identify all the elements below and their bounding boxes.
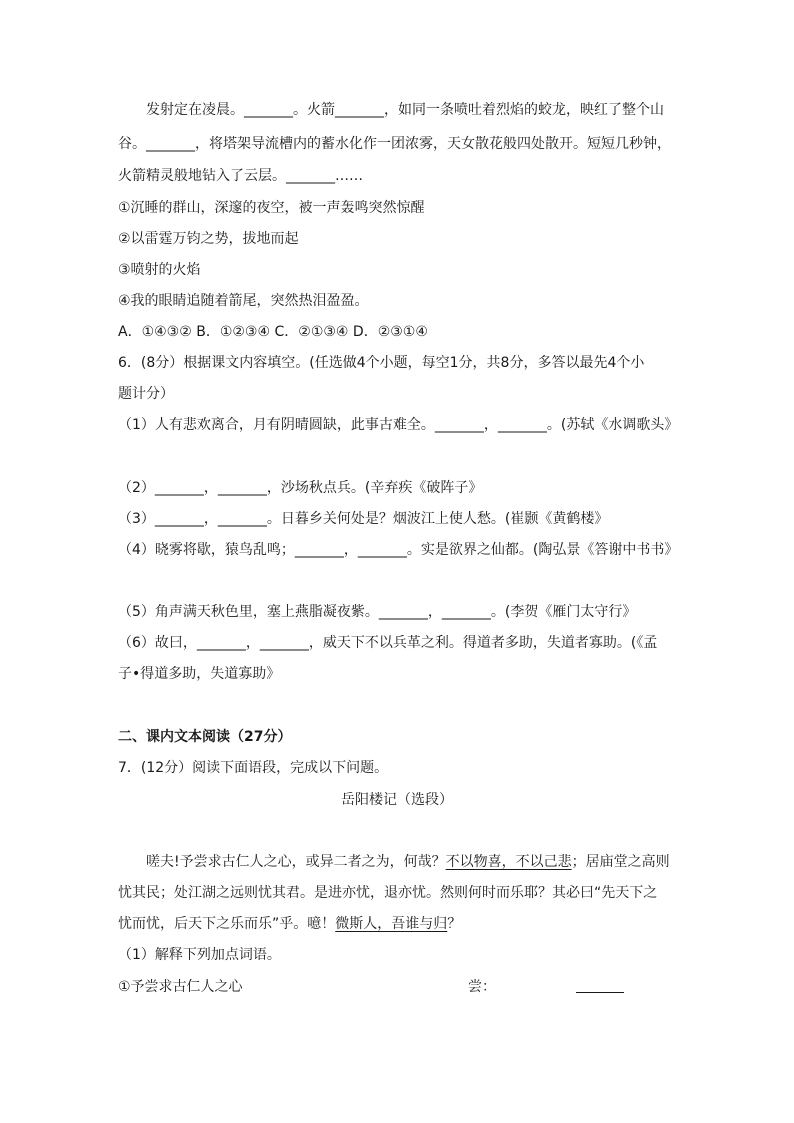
passage-line-3 [118,914,461,934]
q6-sub-5: （5）角声满天秋色里，塞上燕脂凝夜紫。_______，_______。(李贺《雁门太守行》 [118,604,637,620]
passage-text: 嗟夫!予尝求古仁人之心，或异二者之为，何哉？ [146,854,446,870]
q6-sub-2: （2）_______，_______，沙场秋点兵。(辛弃疾《破阵子》 [118,480,483,496]
q5-item-4: ④我的眼睛追随着箭尾，突然热泪盈盈。 [118,293,369,309]
q6-sub-6-line-2: 子•得道多助，失道寡助》 [118,666,281,682]
q6-sub-3: （3）_______，_______。日暮乡关何处是？烟波江上使人愁。(崔颢《黄鹤楼》 [118,511,609,527]
q6-sub-1: （1）人有悲欢离合，月有阴晴圆缺，此事古难全。_______，_______。(苏轼《水调歌头》 [118,417,679,433]
section-heading: 二、课内文本阅读（27分） [118,729,292,745]
q5-item-2: ②以雷霆万钧之势，拔地而起 [118,231,299,247]
q6-stem-line-1: 6．(8分）根据课文内容填空。(任选做4个小题，每空1分，共8分，多答以最先4个小 [118,355,645,371]
passage-text: ？ [447,916,462,932]
passage-text: 忧而忧，后天下之乐而乐”乎。噫！ [118,916,336,932]
passage-text: ；居庙堂之高则 [571,854,670,870]
answer-blank[interactable] [576,992,624,993]
q5-item-1: ①沉睡的群山，深邃的夜空，被一声轰鸣突然惊醒 [118,200,425,216]
passage-title: 岳阳楼记（选段） [341,792,453,808]
q6-stem-line-2: 题计分） [118,386,174,402]
underlined-phrase: 微斯人，吾谁与归 [335,916,448,932]
q5-options: A．①④③② B．①②③④ C．②①③④ D．②③①④ [118,324,428,340]
q5-passage-line-2: 谷。_______，将塔架导流槽内的蓄水化作一团浓雾，天女散花般四处散开。短短几秒钟， [118,136,671,152]
q5-item-3: ③喷射的火焰 [118,262,201,278]
underlined-phrase: 不以物喜，不以己悲 [445,854,572,870]
q7-sub-1-item: ①予尝求古仁人之心 [118,979,243,995]
q5-passage-line-3: 火箭精灵般地钻入了云层。_______…… [118,168,363,184]
q6-sub-4: （4）晓雾将歇，猿鸟乱鸣；_______，_______。实是欲界之仙都。(陶弘景《答谢中书书》 [118,542,679,558]
passage-line-1 [146,852,670,872]
passage-line-2: 忧其民；处江湖之远则忧其君。是进亦忧，退亦忧。然则何时而乐耶？其必曰“先天下之 [118,885,658,901]
q5-passage-line-1: 发射定在凌晨。_______。火箭_______，如同一条喷吐着烈焰的蛟龙，映红了整个山 [146,102,664,118]
q7-sub-1: （1）解释下列加点词语。 [118,947,281,963]
q6-sub-6-line-1: （6）故曰，_______，_______，威天下不以兵革之利。得道者多助，失道者寡助。(《孟 [118,635,658,651]
q7-stem: 7．(12分）阅读下面语段，完成以下问题。 [118,760,389,776]
q7-sub-1-word: 尝： [468,979,496,995]
